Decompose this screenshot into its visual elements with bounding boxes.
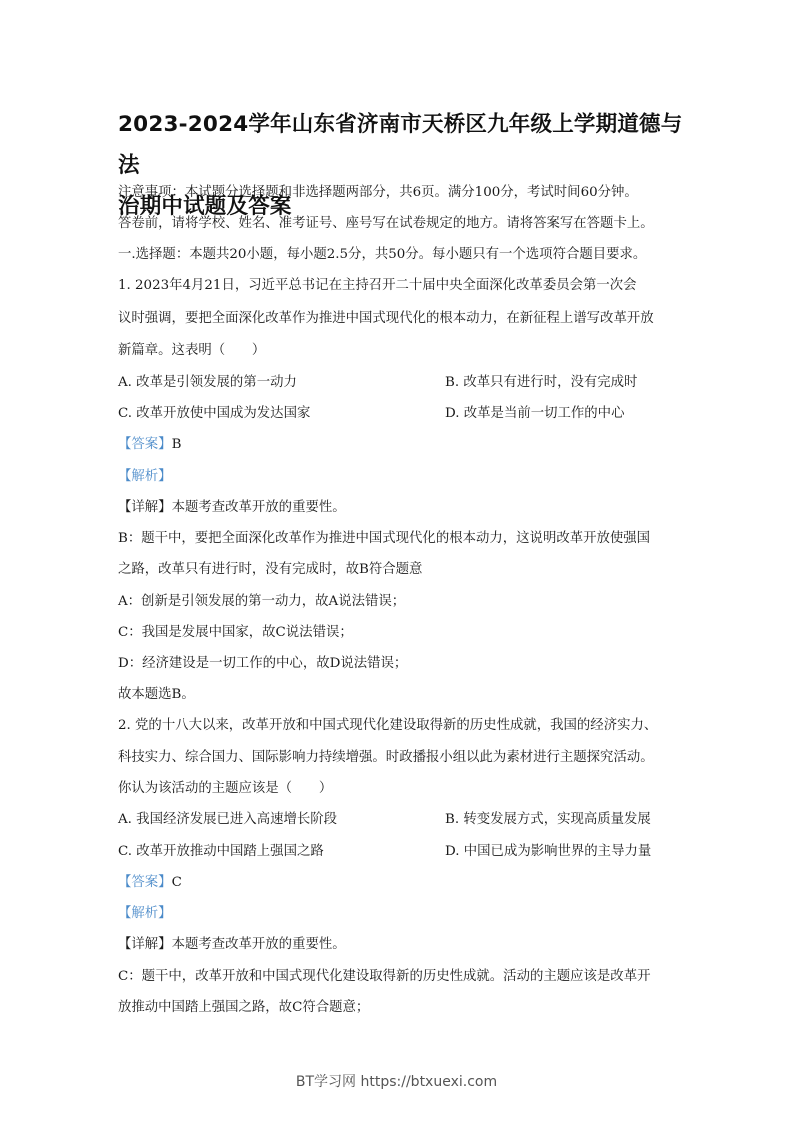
q1-stem-2: 议时强调，要把全面深化改革作为推进中国式现代化的根本动力，在新征程上谱写改革开放 xyxy=(118,311,654,326)
q2-option-b: B. 转变发展方式，实现高质量发展 xyxy=(445,812,651,827)
section-heading: 一.选择题：本题共20小题，每小题2.5分，共50分。每小题只有一个选项符合题目要求。 xyxy=(118,247,647,262)
q2-option-c: C. 改革开放推动中国踏上强国之路 xyxy=(118,844,324,859)
detail-label: 【详解】 xyxy=(118,937,172,952)
q1-option-d: D. 改革是当前一切工作的中心 xyxy=(445,406,625,421)
answer-value: C xyxy=(171,875,182,890)
q1-explain-3: A：创新是引领发展的第一动力，故A说法错误； xyxy=(118,594,406,609)
q2-analysis-label: 【解析】 xyxy=(118,906,172,921)
notice-line-1: 注意事项：本试题分选择题和非选择题两部分，共6页。满分100分，考试时间60分钟。 xyxy=(118,185,638,200)
title-line-1: 2023-2024学年山东省济南市天桥区九年级上学期道德与法 xyxy=(118,112,683,178)
answer-value: B xyxy=(171,437,182,452)
q1-stem-1: 1. 2023年4月21日，习近平总书记在主持召开二十届中央全面深化改革委员会第一次会 xyxy=(118,278,637,293)
q1-analysis-label: 【解析】 xyxy=(118,469,172,484)
q2-stem-1: 2. 党的十八大以来，改革开放和中国式现代化建设取得新的历史性成就，我国的经济实力、 xyxy=(118,718,658,733)
q1-option-c: C. 改革开放使中国成为发达国家 xyxy=(118,406,311,421)
q1-explain-5: D：经济建设是一切工作的中心，故D说法错误； xyxy=(118,656,408,671)
q2-explain-1: C：题干中，改革开放和中国式现代化建设取得新的历史性成就。活动的主题应该是改革开 xyxy=(118,969,651,984)
detail-text: 本题考查改革开放的重要性。 xyxy=(171,500,346,515)
q1-explain-1: B：题干中，要把全面深化改革作为推进中国式现代化的根本动力，这说明改革开放使强国 xyxy=(118,531,651,546)
q2-explain-2: 放推动中国踏上强国之路，故C符合题意； xyxy=(118,1000,370,1015)
q2-detail xyxy=(118,936,346,954)
document-title xyxy=(118,104,688,227)
q1-explain-6: 故本题选B。 xyxy=(118,687,195,702)
detail-text: 本题考查改革开放的重要性。 xyxy=(171,937,346,952)
notice-line-2: 答卷前，请将学校、姓名、准考证号、座号写在试卷规定的地方。请将答案写在答题卡上。 xyxy=(118,216,654,231)
q2-stem-2: 科技实力、综合国力、国际影响力持续增强。时政播报小组以此为素材进行主题探究活动。 xyxy=(118,750,654,765)
q1-explain-4: C：我国是发展中国家，故C说法错误； xyxy=(118,625,353,640)
q1-stem-3: 新篇章。这表明（ ） xyxy=(118,343,266,358)
q2-stem-3: 你认为该活动的主题应该是（ ） xyxy=(118,781,333,796)
q1-option-b: B. 改革只有进行时，没有完成时 xyxy=(445,375,638,390)
answer-label: 【答案】 xyxy=(118,437,172,452)
q2-answer xyxy=(118,874,182,892)
answer-label: 【答案】 xyxy=(118,875,172,890)
footer-watermark: BT学习网 https://btxuexi.com xyxy=(295,1074,498,1090)
detail-label: 【详解】 xyxy=(118,500,172,515)
q1-option-a: A. 改革是引领发展的第一动力 xyxy=(118,375,297,390)
title-line-2: 治期中试题及答案 xyxy=(118,194,292,219)
q1-answer xyxy=(118,436,181,454)
q2-option-a: A. 我国经济发展已进入高速增长阶段 xyxy=(118,812,338,827)
q1-explain-2: 之路，改革只有进行时，没有完成时，故B符合题意 xyxy=(118,562,423,577)
q1-detail xyxy=(118,499,346,517)
q2-option-d: D. 中国已成为影响世界的主导力量 xyxy=(445,844,652,859)
